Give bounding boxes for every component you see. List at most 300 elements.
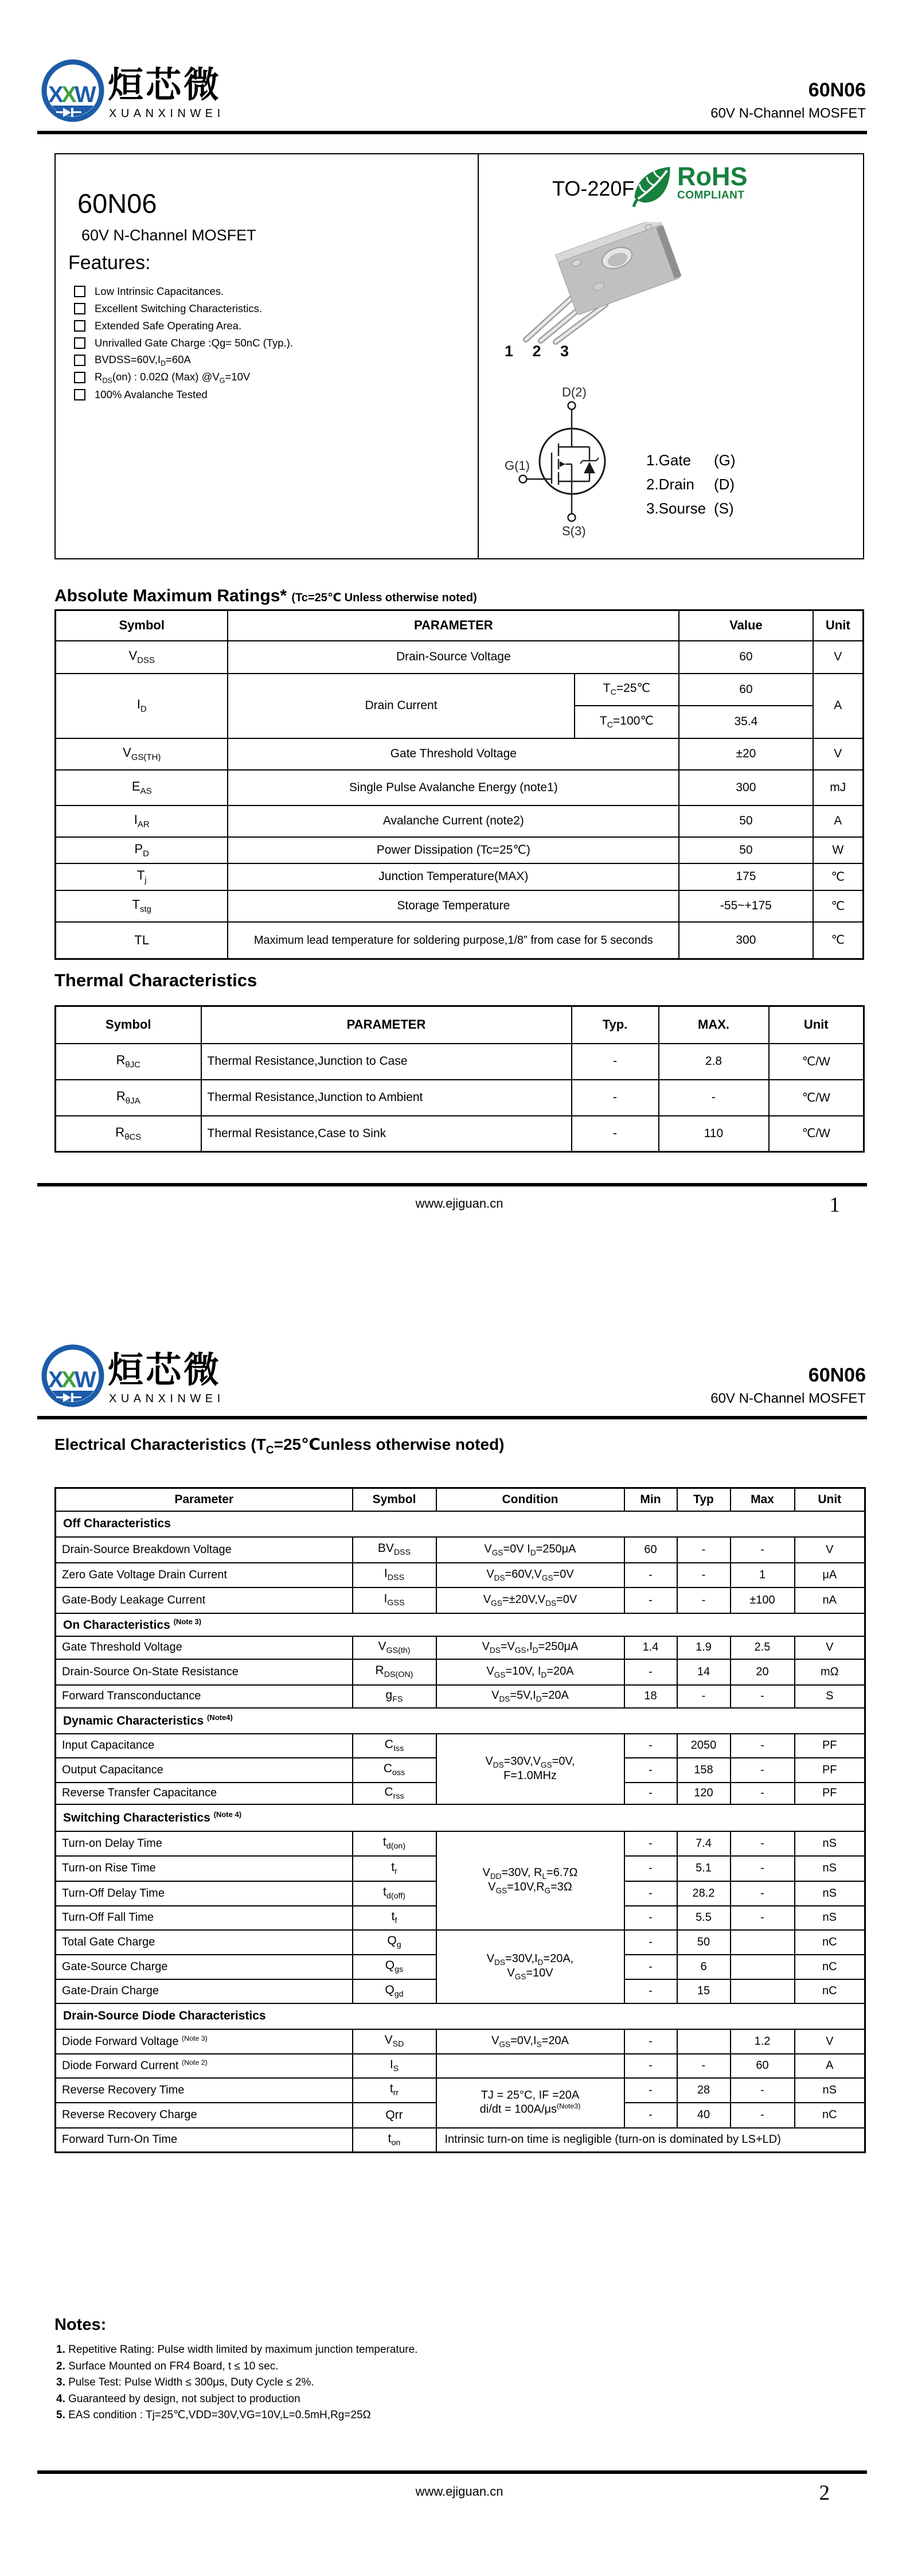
table-cell: $t_{d(on)}$: [353, 1831, 436, 1856]
table-cell: $I_S$: [353, 2054, 436, 2078]
table-row: [56, 863, 864, 890]
table-row: [56, 674, 864, 706]
table-cell: $P_D$: [56, 837, 228, 863]
table-cell: 35.4: [679, 706, 813, 738]
table-cell: $R_{DS(ON)}$: [353, 1659, 436, 1685]
table-cell: $Q_g$: [353, 1930, 436, 1955]
table-cell: nS: [795, 1856, 865, 1881]
table-cell: Gate Threshold Voltage: [228, 738, 679, 770]
table-cell: -: [624, 1955, 677, 1979]
table-cell: -55~+175: [679, 890, 813, 922]
note-item: [56, 2342, 417, 2359]
table-cell: TL: [56, 922, 228, 959]
table-cell: 2.8: [659, 1044, 769, 1080]
monogram-letter: W: [75, 82, 96, 107]
section-row: [56, 1708, 865, 1734]
table-cell: $C_{rss}$: [353, 1783, 436, 1804]
table-cell: Off Characteristics: [56, 1511, 865, 1537]
monogram-letter: X: [48, 82, 64, 107]
column-header: PARAMETER: [228, 610, 679, 641]
table-cell: Drain Current: [228, 674, 574, 738]
note-item: [56, 2375, 417, 2391]
table-cell: Intrinsic turn-on time is negligible (turn-on is dominated by LS+LD): [436, 2128, 865, 2153]
table-cell: ℃: [813, 922, 864, 959]
feature-item: [74, 352, 293, 369]
table-cell: PF: [795, 1758, 865, 1783]
features-list: [74, 283, 293, 403]
table-cell: $V_{DS}=5V,I_D=20A$: [436, 1685, 624, 1708]
table-row: [56, 2078, 865, 2103]
feature-item: [74, 334, 293, 352]
table-cell: $Q_{gs}$: [353, 1955, 436, 1979]
column-header: Symbol: [56, 610, 228, 641]
table-cell: -: [624, 2029, 677, 2054]
table-cell: -: [731, 1831, 795, 1856]
page-number: 2: [819, 2481, 830, 2505]
abs-max-table: [54, 609, 864, 960]
part-family: 60V N-Channel MOSFET: [710, 1391, 866, 1406]
table-cell: $t_{on}$: [353, 2128, 436, 2153]
feature-item: [74, 300, 293, 317]
table-row: [56, 1537, 865, 1563]
column-header: Min: [624, 1488, 677, 1511]
table-cell: 1.2: [731, 2029, 795, 2054]
table-cell: ℃/W: [769, 1044, 864, 1080]
table-cell: $g_{FS}$: [353, 1685, 436, 1708]
table-cell: $T_{stg}$: [56, 890, 228, 922]
page1-header: [0, 53, 910, 145]
part-number: 60N06: [808, 79, 866, 101]
table-cell: $V_{GS}=0V$ $I_D=250\mu A$: [436, 1537, 624, 1563]
company-name-en: XUANXINWEI: [109, 1392, 225, 1405]
checkbox-icon: [74, 286, 85, 297]
table-cell: [731, 1955, 795, 1979]
table-row: [56, 1636, 865, 1659]
column-header: Unit: [769, 1006, 864, 1044]
table-cell: -: [624, 1930, 677, 1955]
table-cell: V: [813, 641, 864, 674]
table-cell: Qrr: [353, 2103, 436, 2128]
table-row: [56, 1831, 865, 1856]
table-cell: -: [624, 1734, 677, 1758]
feature-item: [74, 317, 293, 334]
pin-function-name: 1.Gate: [646, 451, 692, 469]
table-cell: $I_{GSS}$: [353, 1587, 436, 1613]
table-cell: -: [572, 1116, 659, 1152]
pin-function-name: 2.Drain: [646, 475, 694, 493]
table-cell: Input Capacitance: [56, 1734, 353, 1758]
pin-function-list: [646, 448, 736, 520]
table-cell: -: [624, 1758, 677, 1783]
table-cell: S: [795, 1685, 865, 1708]
table-cell: $V_{DD}=30V$, $R_L=6.7\Omega$ $V_{GS}=10V,R_G=3\Omega$: [436, 1831, 624, 1930]
product-overview-box: [54, 153, 864, 559]
table-cell: Drain-Source Voltage: [228, 641, 679, 674]
table-cell: 300: [679, 770, 813, 806]
table-row: [56, 1685, 865, 1708]
table-cell: 18: [624, 1685, 677, 1708]
table-cell: Gate Threshold Voltage: [56, 1636, 353, 1659]
table-cell: $V_{GS}=0V,I_S=20A$: [436, 2029, 624, 2054]
table-cell: $T_C=25℃$: [575, 674, 679, 706]
table-cell: -: [624, 1906, 677, 1930]
table-cell: -: [731, 2078, 795, 2103]
feature-text: Extended Safe Operating Area.: [95, 320, 242, 332]
table-cell: Drain-Source Diode Characteristics: [56, 2003, 865, 2029]
table-cell: 1: [731, 1563, 795, 1587]
table-cell: nC: [795, 1930, 865, 1955]
mosfet-symbol: [482, 377, 671, 544]
table-cell: Maximum lead temperature for soldering purpose,1/8” from case for 5 seconds: [228, 922, 679, 959]
part-number: 60N06: [808, 1364, 866, 1386]
table-cell: V: [795, 2029, 865, 2054]
table-cell: 60: [624, 1537, 677, 1563]
table-cell: 14: [677, 1659, 731, 1685]
feature-text: $R_{DS}(on)$ : 0.02Ω (Max) $@V_G=10V$: [95, 370, 251, 385]
column-header: Unit: [795, 1488, 865, 1511]
table-cell: $V_{SD}$: [353, 2029, 436, 2054]
table-cell: 5.1: [677, 1856, 731, 1881]
thermal-table: [54, 1005, 865, 1153]
company-name-en: XUANXINWEI: [109, 107, 225, 120]
note-item: [56, 2391, 417, 2408]
note-number: 4.: [56, 2392, 65, 2405]
table-cell: -: [677, 2054, 731, 2078]
page2-header: [0, 1338, 910, 1430]
table-cell: ℃/W: [769, 1116, 864, 1152]
note-text: Pulse Test: Pulse Width ≤ 300μs, Duty Cycle ≤ 2%.: [65, 2376, 314, 2388]
column-header: Value: [679, 610, 813, 641]
table-cell: mΩ: [795, 1659, 865, 1685]
table-cell: nA: [795, 1587, 865, 1613]
package-image: [477, 222, 684, 360]
table-row: [56, 890, 864, 922]
drain-label: D(2): [562, 385, 587, 399]
table-cell: $V_{DS}=V_{GS},I_D=250\mu A$: [436, 1636, 624, 1659]
table-cell: V: [795, 1636, 865, 1659]
table-cell: nC: [795, 2103, 865, 2128]
table-cell: -: [624, 1881, 677, 1906]
table-cell: $V_{DS}=30V,V_{GS}=0V$, F=1.0MHz: [436, 1734, 624, 1804]
column-header: Symbol: [56, 1006, 201, 1044]
table-cell: -: [624, 1587, 677, 1613]
table-cell: -: [624, 2103, 677, 2128]
table-cell: 20: [731, 1659, 795, 1685]
table-cell: 50: [679, 837, 813, 863]
feature-text: Unrivalled Gate Charge :Qg= 50nC (Typ.).: [95, 337, 294, 349]
table-cell: $I_D$: [56, 674, 228, 738]
table-cell: $V_{DS}=60V,V_{GS}=0V$: [436, 1563, 624, 1587]
header-row: [56, 1006, 864, 1044]
table-cell: A: [813, 674, 864, 738]
pin-function-symbol: (D): [714, 475, 735, 493]
table-row: [56, 2128, 865, 2153]
table-cell: V: [795, 1537, 865, 1563]
feature-text: Excellent Switching Characteristics.: [95, 302, 262, 314]
table-cell: $V_{GS}=10V$, $I_D=20A$: [436, 1659, 624, 1685]
table-cell: ℃/W: [769, 1080, 864, 1116]
table-cell: $t_{d(off)}$: [353, 1881, 436, 1906]
table-cell: Diode Forward Current $^{(Note 2)}$: [56, 2054, 353, 2078]
table-row: [56, 738, 864, 770]
table-cell: -: [624, 1563, 677, 1587]
monogram-letter: X: [48, 1367, 64, 1392]
table-cell: Thermal Resistance,Case to Sink: [201, 1116, 572, 1152]
table-cell: 120: [677, 1783, 731, 1804]
table-cell: Turn-Off Delay Time: [56, 1881, 353, 1906]
table-cell: 15: [677, 1979, 731, 2003]
table-cell: 50: [677, 1930, 731, 1955]
table-row: [56, 641, 864, 674]
table-cell: A: [813, 806, 864, 837]
table-cell: -: [731, 1906, 795, 1930]
table-cell: -: [624, 2078, 677, 2103]
section-row: [56, 1804, 865, 1831]
page-number: 1: [829, 1193, 840, 1217]
table-cell: Avalanche Current (note2): [228, 806, 679, 837]
table-cell: $C_{Iss}$: [353, 1734, 436, 1758]
table-cell: 2050: [677, 1734, 731, 1758]
monogram-letter: X: [61, 82, 77, 107]
table-cell: PF: [795, 1734, 865, 1758]
table-cell: 1.4: [624, 1636, 677, 1659]
table-cell: $I_{DSS}$: [353, 1563, 436, 1587]
note-item: [56, 2407, 417, 2424]
abs-max-title-note: (Tc=25℃ Unless otherwise noted): [291, 592, 477, 604]
table-row: [56, 1659, 865, 1685]
pin-numbers-label: 1 2 3: [505, 343, 577, 360]
table-cell: 7.4: [677, 1831, 731, 1856]
table-cell: Diode Forward Voltage $^{(Note 3)}$: [56, 2029, 353, 2054]
company-logo-icon: [41, 54, 104, 127]
table-cell: Power Dissipation (Tc=25℃): [228, 837, 679, 863]
company-logo-icon: [41, 1339, 104, 1412]
header-rule: [37, 1416, 867, 1419]
notes-list: [56, 2342, 417, 2424]
checkbox-icon: [74, 337, 85, 349]
table-cell: [436, 2054, 624, 2078]
table-cell: nS: [795, 2078, 865, 2103]
section-row: [56, 2003, 865, 2029]
table-cell: $t_f$: [353, 1906, 436, 1930]
table-cell: $C_{oss}$: [353, 1758, 436, 1783]
table-cell: Switching Characteristics $^{(Note 4)}$: [56, 1804, 865, 1831]
rohs-label: RoHS: [677, 162, 748, 191]
checkbox-icon: [74, 355, 85, 366]
table-cell: W: [813, 837, 864, 863]
table-cell: -: [677, 1563, 731, 1587]
table-cell: Single Pulse Avalanche Energy (note1): [228, 770, 679, 806]
table-cell: μA: [795, 1563, 865, 1587]
table-cell: -: [677, 1537, 731, 1563]
company-name-cn: 烜芯微: [108, 65, 222, 105]
table-cell: -: [731, 1758, 795, 1783]
table-row: [56, 1563, 865, 1587]
column-header: Max: [731, 1488, 795, 1511]
table-cell: Reverse Recovery Time: [56, 2078, 353, 2103]
table-cell: 300: [679, 922, 813, 959]
table-row: [56, 1116, 864, 1152]
checkbox-icon: [74, 372, 85, 383]
table-row: [56, 770, 864, 806]
table-cell: $t_{rr}$: [353, 2078, 436, 2103]
table-cell: Drain-Source On-State Resistance: [56, 1659, 353, 1685]
column-header: Unit: [813, 610, 864, 641]
table-row: [56, 1930, 865, 1955]
table-cell: V: [813, 738, 864, 770]
table-cell: -: [624, 2054, 677, 2078]
table-cell: $R_{\theta JC}$: [56, 1044, 201, 1080]
feature-text: Low Intrinsic Capacitances.: [95, 285, 224, 297]
table-cell: $R_{\theta JA}$: [56, 1080, 201, 1116]
table-cell: PF: [795, 1783, 865, 1804]
table-cell: Thermal Resistance,Junction to Ambient: [201, 1080, 572, 1116]
table-cell: Turn-on Rise Time: [56, 1856, 353, 1881]
table-row: [56, 2029, 865, 2054]
table-cell: Turn-on Delay Time: [56, 1831, 353, 1856]
table-cell: 50: [679, 806, 813, 837]
column-header: Symbol: [353, 1488, 436, 1511]
table-cell: Gate-Drain Charge: [56, 1979, 353, 2003]
table-cell: 28.2: [677, 1881, 731, 1906]
monogram-letter: W: [75, 1367, 96, 1392]
company-name-cn: 烜芯微: [108, 1351, 222, 1390]
table-cell: nC: [795, 1979, 865, 2003]
table-cell: nS: [795, 1906, 865, 1930]
table-cell: Turn-Off Fall Time: [56, 1906, 353, 1930]
source-label: S(3): [562, 524, 586, 538]
header-rule: [37, 131, 867, 134]
table-cell: $I_{AR}$: [56, 806, 228, 837]
table-row: [56, 922, 864, 959]
pin-function-symbol: (G): [714, 451, 736, 469]
table-cell: ±20: [679, 738, 813, 770]
rohs-compliant-label: COMPLIANT: [677, 189, 745, 201]
table-cell: 60: [731, 2054, 795, 2078]
table-cell: -: [624, 1659, 677, 1685]
table-row: [56, 1080, 864, 1116]
column-header: Typ.: [572, 1006, 659, 1044]
table-cell: 158: [677, 1758, 731, 1783]
part-family: 60V N-Channel MOSFET: [710, 106, 866, 121]
feature-item: [74, 369, 293, 386]
table-cell: ℃: [813, 890, 864, 922]
pin-function-symbol: (S): [714, 499, 734, 517]
monogram-letter: X: [61, 1367, 77, 1392]
table-cell: 110: [659, 1116, 769, 1152]
footer-rule: [37, 2470, 867, 2474]
page2-footer: [54, 2481, 864, 2505]
note-text: Repetitive Rating: Pulse width limited by maximum junction temperature.: [65, 2344, 418, 2356]
table-cell: -: [624, 1979, 677, 2003]
pin-function-item: [646, 472, 736, 496]
table-cell: [731, 1979, 795, 2003]
table-cell: 40: [677, 2103, 731, 2128]
column-header: Condition: [436, 1488, 624, 1511]
table-cell: Gate-Body Leakage Current: [56, 1587, 353, 1613]
table-cell: -: [731, 1734, 795, 1758]
feature-text: 100% Avalanche Tested: [95, 388, 208, 400]
abs-max-title-text: Absolute Maximum Ratings*: [54, 586, 287, 605]
table-cell: Forward Transconductance: [56, 1685, 353, 1708]
feature-item: [74, 386, 293, 403]
table-cell: 5.5: [677, 1906, 731, 1930]
note-text: Guaranteed by design, not subject to production: [65, 2392, 300, 2405]
table-cell: $Q_{gd}$: [353, 1979, 436, 2003]
leaf-icon: [630, 165, 675, 208]
table-cell: ℃: [813, 863, 864, 890]
table-cell: Junction Temperature(MAX): [228, 863, 679, 890]
table-cell: -: [731, 1856, 795, 1881]
table-cell: Drain-Source Breakdown Voltage: [56, 1537, 353, 1563]
notes-heading: Notes:: [54, 2316, 107, 2334]
section-row: [56, 1613, 865, 1636]
table-cell: mJ: [813, 770, 864, 806]
footer-rule: [37, 1183, 867, 1186]
header-row: [56, 1488, 865, 1511]
note-number: 5.: [56, 2409, 65, 2421]
column-header: MAX.: [659, 1006, 769, 1044]
table-row: [56, 837, 864, 863]
abs-max-title: [54, 587, 477, 605]
feature-text: $BVDSS=60V,I_D=60A$: [95, 353, 191, 368]
footer-url: www.ejiguan.cn: [415, 1196, 503, 1211]
table-cell: -: [624, 1783, 677, 1804]
rohs-badge: [630, 162, 748, 208]
table-cell: -: [731, 2103, 795, 2128]
note-number: 2.: [56, 2360, 65, 2372]
note-item: [56, 2359, 417, 2375]
footer-url: www.ejiguan.cn: [415, 2484, 503, 2499]
table-cell: 60: [679, 641, 813, 674]
feature-item: [74, 283, 293, 300]
table-row: [56, 1734, 865, 1758]
table-cell: -: [624, 1856, 677, 1881]
table-cell: nS: [795, 1881, 865, 1906]
table-cell: nS: [795, 1831, 865, 1856]
elec-table: [54, 1487, 866, 2153]
table-cell: $T_j$: [56, 863, 228, 890]
table-cell: Output Capacitance: [56, 1758, 353, 1783]
table-row: [56, 1587, 865, 1613]
table-cell: nC: [795, 1955, 865, 1979]
note-number: 3.: [56, 2376, 65, 2388]
checkbox-icon: [74, 320, 85, 332]
table-cell: $t_r$: [353, 1856, 436, 1881]
thermal-title: Thermal Characteristics: [54, 970, 257, 990]
table-cell: Thermal Resistance,Junction to Case: [201, 1044, 572, 1080]
table-cell: $E_{AS}$: [56, 770, 228, 806]
table-cell: 6: [677, 1955, 731, 1979]
column-header: PARAMETER: [201, 1006, 572, 1044]
checkbox-icon: [74, 303, 85, 314]
page1-footer: [54, 1193, 864, 1217]
note-text: EAS condition : Tj=25℃,VDD=30V,VG=10V,L=0.5mH,Rg=25Ω: [65, 2409, 371, 2421]
table-cell: On Characteristics $^{(Note 3)}$: [56, 1613, 865, 1636]
table-cell: 1.9: [677, 1636, 731, 1659]
table-cell: $T_C=100℃$: [575, 706, 679, 738]
table-cell: $V_{GS}=\pm 20V,V_{DS}=0V$: [436, 1587, 624, 1613]
table-cell: 175: [679, 863, 813, 890]
table-row: [56, 2054, 865, 2078]
column-header: Typ: [677, 1488, 731, 1511]
table-cell: $V_{DSS}$: [56, 641, 228, 674]
table-cell: -: [677, 1685, 731, 1708]
table-cell: Dynamic Characteristics $^{(Note4)}$: [56, 1708, 865, 1734]
table-cell: 28: [677, 2078, 731, 2103]
checkbox-icon: [74, 389, 85, 400]
table-cell: $BV_{DSS}$: [353, 1537, 436, 1563]
